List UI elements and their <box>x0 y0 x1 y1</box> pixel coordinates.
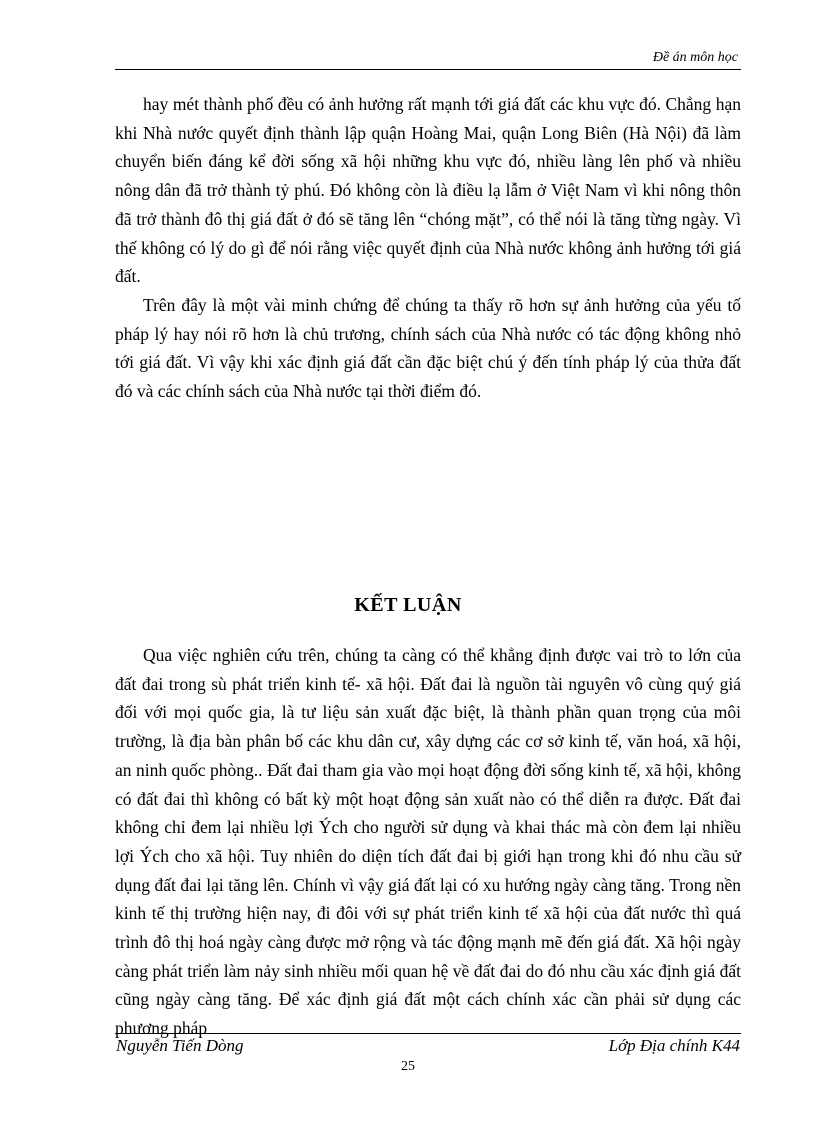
running-header-title: Đề án môn học <box>652 50 738 65</box>
footer-class-name: Lớp Địa chính K44 <box>608 1036 740 1055</box>
footer-author: Nguyễn Tiến Dòng <box>116 1036 244 1055</box>
paragraph-conclusion: Qua việc nghiên cứu trên, chúng ta càng có thể khẳng định được vai trò to lớn của đất đai trong sù phát triển kinh tế- xã hội. Đất đai là nguồn tài nguyên vô cùng quý giá đối với mọi quốc gia, là tư liệu sản xuất đặc biệt, là thành phần quan trọng của môi trường, là địa bàn phân bố các khu dân cư, xây dựng các cơ sở kinh tế, văn hoá, xã hội, an ninh quốc phòng.. Đất đai tham gia vào mọi hoạt động đời sống kinh tế, xã hội, không có đất đai thì không có bất kỳ một hoạt động sản xuất nào có thể diễn ra được. Đất đai không chỉ đem lại nhiều lợi Ých cho người sử dụng và khai thác mà còn đem lại nhiều lợi Ých cho xã hội. Tuy nhiên do diện tích đất đai bị giới hạn trong khi đó nhu cầu sử dụng đất đai lại tăng lên. Chính vì vậy giá đất lại có xu hướng ngày càng tăng. Trong nền kinh tế thị trường hiện nay, đi đôi với sự phát triển kinh tế xã hội của đất nước thì quá trình đô thị hoá ngày càng được mở rộng và tác động mạnh mẽ đến giá đất. Xã hội ngày càng phát triển làm nảy sinh nhiều mối quan hệ về đất đai do đó nhu cầu xác định giá đất cũng ngày càng tăng. Để xác định giá đất một cách chính xác cần phải sử dụng các phương pháp <box>115 645 741 1039</box>
conclusion-heading: KẾT LUẬN <box>354 594 462 616</box>
page-number: 25 <box>401 1059 415 1074</box>
paragraph-continuation: hay mét thành phố đều có ảnh hưởng rất mạnh tới giá đất các khu vực đó. Chẳng hạn khi Nhà nước quyết định thành lập quận Hoàng Mai, quận Long Biên (Hà Nội) đã làm chuyển biến đáng kể đời sống xã hội những khu vực đó, nhiều làng lên phố và nhiều nông dân đã trở thành tỷ phú. Đó không còn là điều lạ lẫm ở Việt Nam vì khi nông thôn đã trở thành đô thị giá đất ở đó sẽ tăng lên “chóng mặt”, có thể nói là tăng từng ngày. Vì thế không có lý do gì để nói rằng việc quyết định của Nhà nước không ảnh hưởng tới giá đất. <box>115 94 741 287</box>
header-divider <box>115 69 741 70</box>
footer-divider <box>115 1033 741 1034</box>
paragraph-legal-factor: Trên đây là một vài minh chứng để chúng ta thấy rõ hơn sự ảnh hưởng của yếu tố pháp lý hay nói rõ hơn là chủ trương, chính sách của Nhà nước có tác động không nhỏ tới giá đất. Vì vậy khi xác định giá đất cần đặc biệt chú ý đến tính pháp lý của thửa đất đó và các chính sách của Nhà nước tại thời điểm đó. <box>115 294 741 402</box>
top-text-section <box>115 90 741 406</box>
conclusion-text-section <box>115 641 741 1043</box>
